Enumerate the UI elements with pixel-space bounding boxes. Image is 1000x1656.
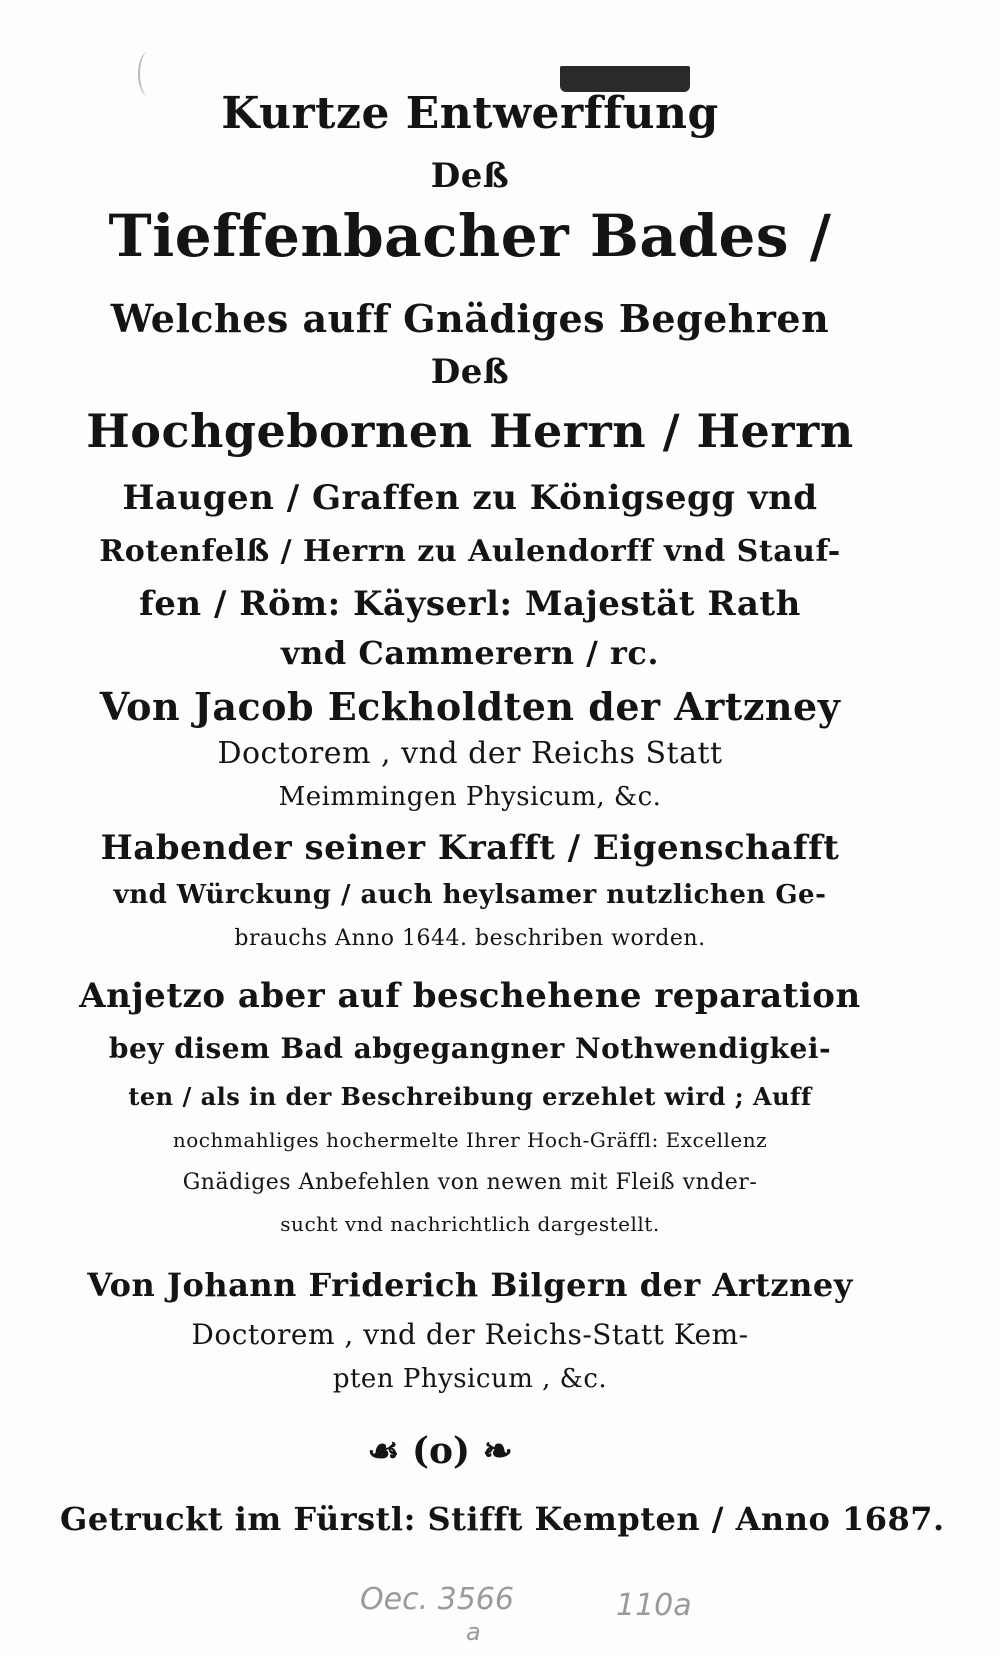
title-line-15: vnd Würckung / auch heylsamer nutzlichen Ge- bbox=[113, 880, 827, 910]
title-line-24: Doctorem , vnd der Reichs-Statt Kem- bbox=[191, 1318, 749, 1351]
title-line-4: Welches auff Gnädiges Begehren bbox=[110, 296, 830, 341]
title-line-10: vnd Cammerern / rc. bbox=[281, 634, 659, 672]
ornament: ☙ (o) ❧ bbox=[367, 1430, 513, 1472]
title-line-21: Gnädiges Anbefehlen von newen mit Fleiß vnder- bbox=[182, 1170, 758, 1195]
title-line-18: bey disem Bad abgegangner Nothwendigkei- bbox=[108, 1032, 832, 1065]
title-line-11: Von Jacob Eckholdten der Artzney bbox=[99, 684, 841, 729]
title-line-23: Von Johann Friderich Bilgern der Artzney bbox=[87, 1266, 853, 1304]
title-line-19: ten / als in der Beschreibung erzehlet wird ; Auff bbox=[128, 1082, 812, 1111]
title-line-20: nochmahliges hochermelte Ihrer Hoch-Gräffl: Excellenz bbox=[172, 1128, 768, 1152]
title-line-16: brauchs Anno 1644. beschriben worden. bbox=[234, 926, 706, 951]
title-line-14: Habender seiner Krafft / Eigenschafft bbox=[100, 828, 840, 868]
shelfmark-right: 110a bbox=[616, 1588, 692, 1623]
title-line-13: Meimmingen Physicum, &c. bbox=[278, 782, 662, 812]
title-line-9: fen / Röm: Käyserl: Majestät Rath bbox=[139, 584, 801, 624]
title-line-8: Rotenfelß / Herrn zu Aulendorff vnd Stauf- bbox=[99, 534, 841, 569]
title-line-6: Hochgebornen Herrn / Herrn bbox=[86, 404, 854, 458]
title-line-1: Kurtze Entwerffung bbox=[221, 88, 719, 139]
shelfmark-left: Oec. 3566 bbox=[360, 1582, 514, 1617]
title-line-2: Deß bbox=[430, 156, 510, 196]
title-line-22: sucht vnd nachrichtlich dargestellt. bbox=[280, 1212, 660, 1236]
imprint: Getruckt im Fürstl: Stifft Kempten / Anno 1687. bbox=[60, 1500, 945, 1538]
title-line-7: Haugen / Graffen zu Königsegg vnd bbox=[122, 478, 818, 518]
title-line-25: pten Physicum , &c. bbox=[332, 1364, 608, 1394]
title-line-5: Deß bbox=[430, 352, 510, 392]
shelfmark-sub: a bbox=[466, 1618, 481, 1646]
title-line-3: Tieffenbacher Bades / bbox=[108, 202, 832, 270]
title-line-17: Anjetzo aber auf beschehene reparation bbox=[79, 976, 861, 1016]
title-line-12: Doctorem , vnd der Reichs Statt bbox=[217, 736, 723, 771]
